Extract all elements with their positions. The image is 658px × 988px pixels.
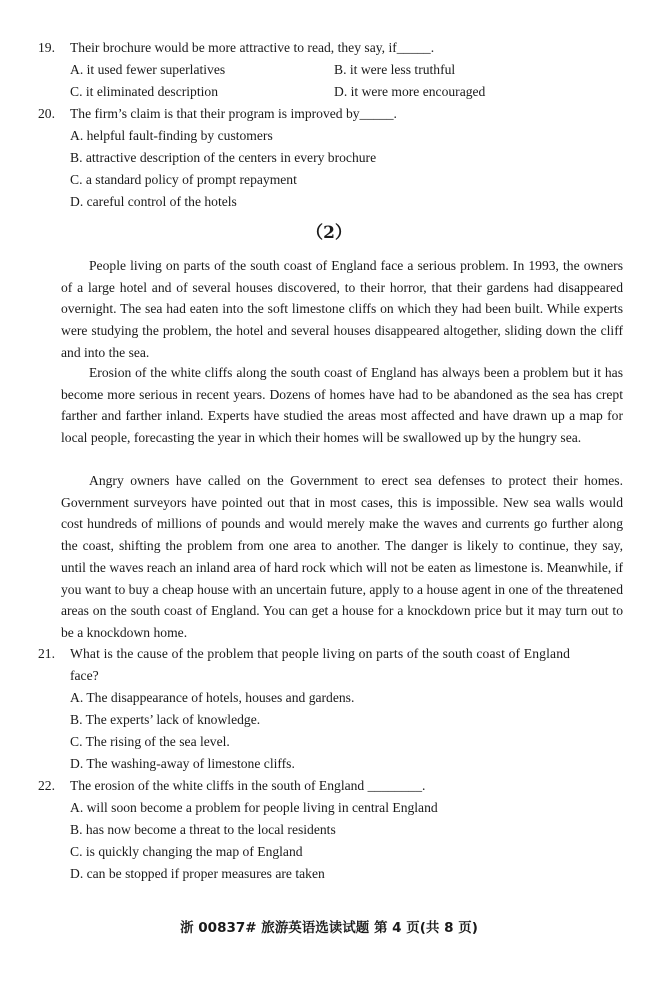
section-title: （2） (306, 223, 352, 243)
passage-paragraph-1: People living on parts of the south coast of England face a serious problem. In 1993, the owners of a large hotel and of several houses discovered, to their horror, that their gardens had disappeared overnight. The sea had eaten into the soft limestone cliffs on which they had been built. While experts were studying the problem, the hotel and several houses disappeared altogether, sliding down the cliff and into the sea. (61, 258, 623, 360)
option-c: C. is quickly changing the map of England (70, 844, 303, 859)
option-d: D. can be stopped if proper measures are taken (70, 866, 325, 881)
option-c: C. The rising of the sea level. (70, 734, 230, 749)
question-stem: What is the cause of the problem that people living on parts of the south coast of England (70, 646, 571, 661)
option-b: B. has now become a threat to the local residents (70, 822, 336, 837)
option-a: A. will soon become a problem for people living in central England (70, 800, 438, 815)
option-a: A. The disappearance of hotels, houses and gardens. (70, 690, 355, 705)
question-number: 22. (38, 778, 55, 793)
option-b: B. it were less truthful (334, 62, 456, 77)
option-c: C. it eliminated description (70, 84, 218, 99)
option-a: A. helpful fault-finding by customers (70, 128, 273, 143)
question-stem: The erosion of the white cliffs in the south of England ________. (70, 778, 426, 793)
passage-paragraph-2: Erosion of the white cliffs along the south coast of England has always been a problem but it has become more serious in recent years. Dozens of homes have had to be abandoned as the sea has crept farther and farther inland. Experts have studied the areas most affected and have drawn up a map for local people, forecasting the year in which their homes will be swallowed up by the hungry sea. (61, 365, 623, 446)
question-number: 21. (38, 646, 55, 661)
option-c: C. a standard policy of prompt repayment (70, 172, 297, 187)
page-footer: 浙 00837# 旅游英语选读试题 第 4 页(共 8 页) (180, 920, 478, 936)
option-d: D. careful control of the hotels (70, 194, 237, 209)
question-stem-continued: face? (70, 668, 99, 683)
option-a: A. it used fewer superlatives (70, 62, 226, 77)
question-number: 19. (38, 40, 55, 55)
question-stem: The firm’s claim is that their program is improved by_____. (70, 106, 397, 121)
passage-paragraph-3: Angry owners have called on the Government to erect sea defenses to protect their homes. Government surveyors have pointed out that in most cases, this is impossible. New sea walls would cost hundreds of millions of pounds and would merely make the waves and currents go further along the coast, shifting the problem from one area to another. The danger is likely to continue, they say, until the waves reach an inland area of hard rock which will not be eaten as limestone is. Meanwhile, if you want to buy a cheap house with an uncertain future, apply to a house agent in one of the threatened areas on the south coast of England. You can get a house for a knockdown price but it may turn out to be a knockdown home. (61, 473, 623, 640)
option-d: D. The washing-away of limestone cliffs. (70, 756, 295, 771)
option-d: D. it were more encouraged (334, 84, 486, 99)
question-number: 20. (38, 106, 55, 121)
question-stem: Their brochure would be more attractive to read, they say, if_____. (70, 40, 435, 55)
option-b: B. attractive description of the centers in every brochure (70, 150, 377, 165)
option-b: B. The experts’ lack of knowledge. (70, 712, 261, 727)
